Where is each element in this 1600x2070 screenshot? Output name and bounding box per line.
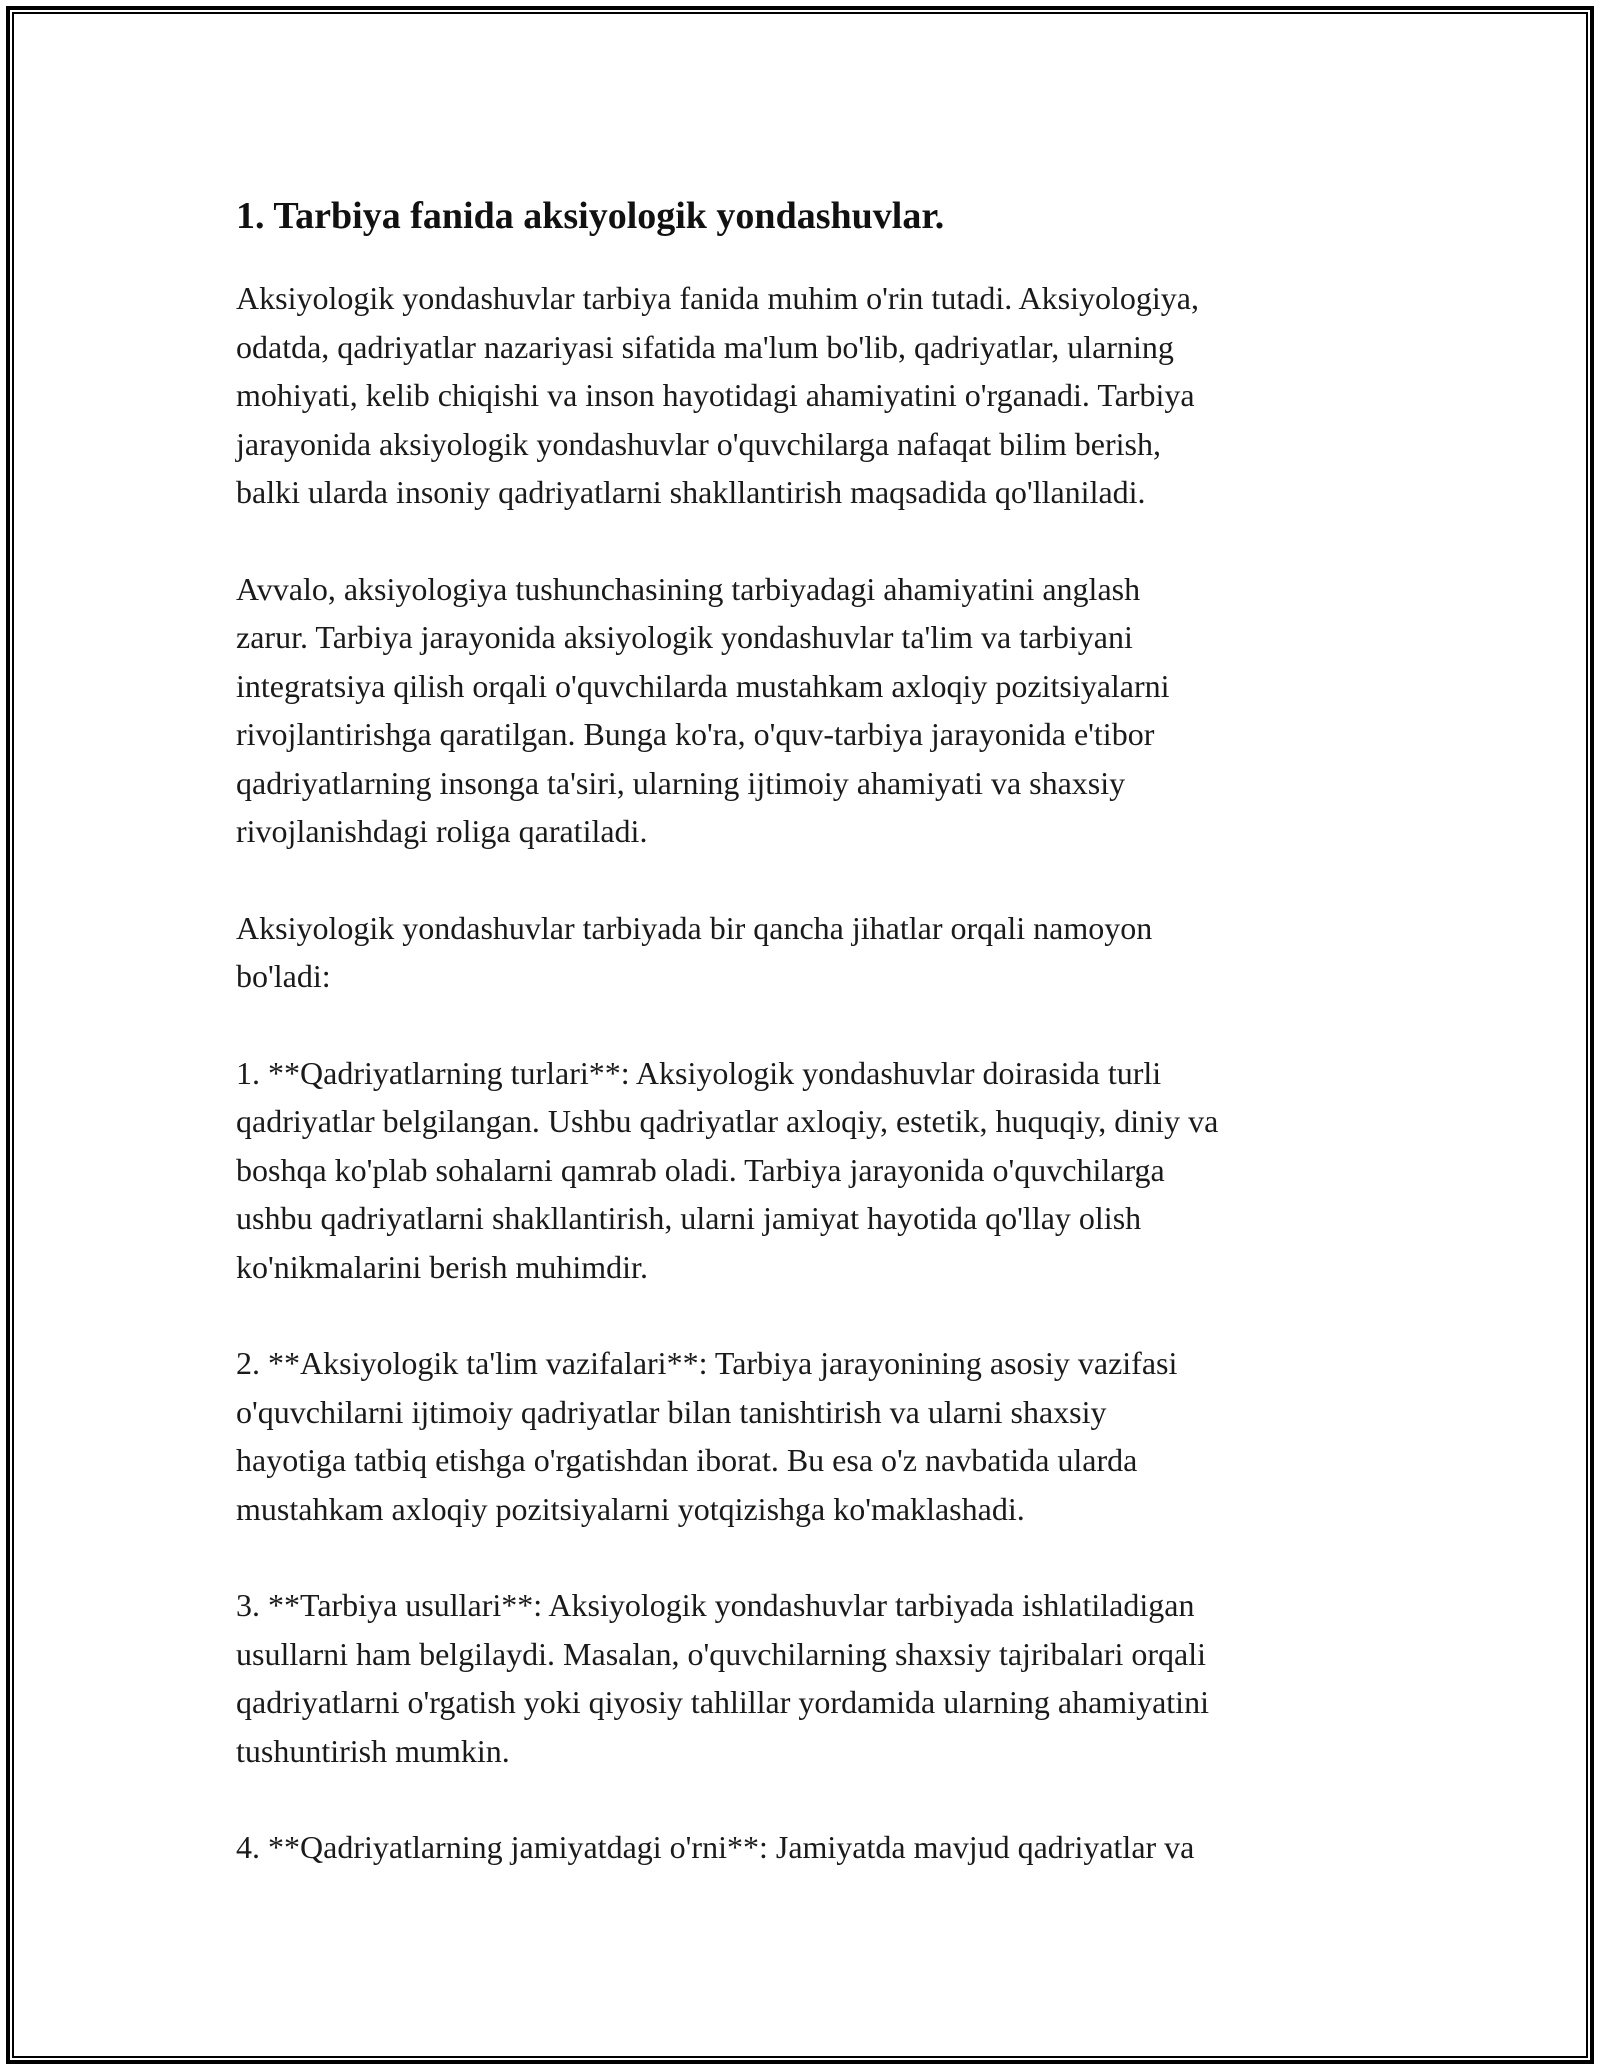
paragraph-intro: Aksiyologik yondashuvlar tarbiya fanida muhim o'rin tutadi. Aksiyologiya, odatda, qadriyatlar nazariyasi sifatida ma'lum bo'lib, qadriyatlar, ularning mohiyati, kelib chiqishi va inson hayotidagi ahamiyatini o'rganadi. Tarbiya jarayonida aksiyologik yondashuvlar o'quvchilarga nafaqat bilim berish, balki ularda insoniy qadriyatlarni shakllantirish maqsadida qo'llaniladi. xyxy=(236,280,1199,510)
list-item-2: 2. **Aksiyologik ta'lim vazifalari**: Tarbiya jarayonining asosiy vazifasi o'quvchilarni ijtimoiy qadriyatlar bilan tanishtirish va ularni shaxsiy hayotiga tatbiq etishga o'rgatishdan iborat. Bu esa o'z navbatida ularda mustahkam axloqiy pozitsiyalarni yotqizishga ko'maklashadi. xyxy=(236,1345,1178,1527)
document-body xyxy=(236,190,1386,1920)
paragraph-avvalo: Avvalo, aksiyologiya tushunchasining tarbiyadagi ahamiyatini anglash zarur. Tarbiya jarayonida aksiyologik yondashuvlar ta'lim va tarbiyani integratsiya qilish orqali o'quvchilarda mustahkam axloqiy pozitsiyalarni rivojlantirishga qaratilgan. Bunga ko'ra, o'quv-tarbiya jarayonida e'tibor qadriyatlarning insonga ta'siri, ularning ijtimoiy ahamiyati va shaxsiy rivojlanishdagi roliga qaratiladi. xyxy=(236,570,1170,849)
list-item-4: 4. **Qadriyatlarning jamiyatdagi o'rni**: Jamiyatda mavjud qadriyatlar va xyxy=(236,1829,1195,1865)
list-item-3: 3. **Tarbiya usullari**: Aksiyologik yondashuvlar tarbiyada ishlatiladigan usullarni ham belgilaydi. Masalan, o'quvchilarning shaxsiy tajribalari orqali qadriyatlarni o'rgatish yoki qiyosiy tahlillar yordamida ularning ahamiyatini tushuntirish mumkin. xyxy=(236,1587,1209,1769)
document-heading: 1. Tarbiya fanida aksiyologik yondashuvlar. xyxy=(236,195,945,237)
paragraph-list-intro: Aksiyologik yondashuvlar tarbiyada bir qancha jihatlar orqali namoyon bo'ladi: xyxy=(236,909,1153,994)
list-item-1: 1. **Qadriyatlarning turlari**: Aksiyologik yondashuvlar doirasida turli qadriyatlar belgilangan. Ushbu qadriyatlar axloqiy, estetik, huquqiy, diniy va boshqa ko'plab sohalarni qamrab oladi. Tarbiya jarayonida o'quvchilarga ushbu qadriyatlarni shakllantirish, ularni jamiyat hayotida qo'llay olish ko'nikmalarini berish muhimdir. xyxy=(236,1054,1219,1285)
